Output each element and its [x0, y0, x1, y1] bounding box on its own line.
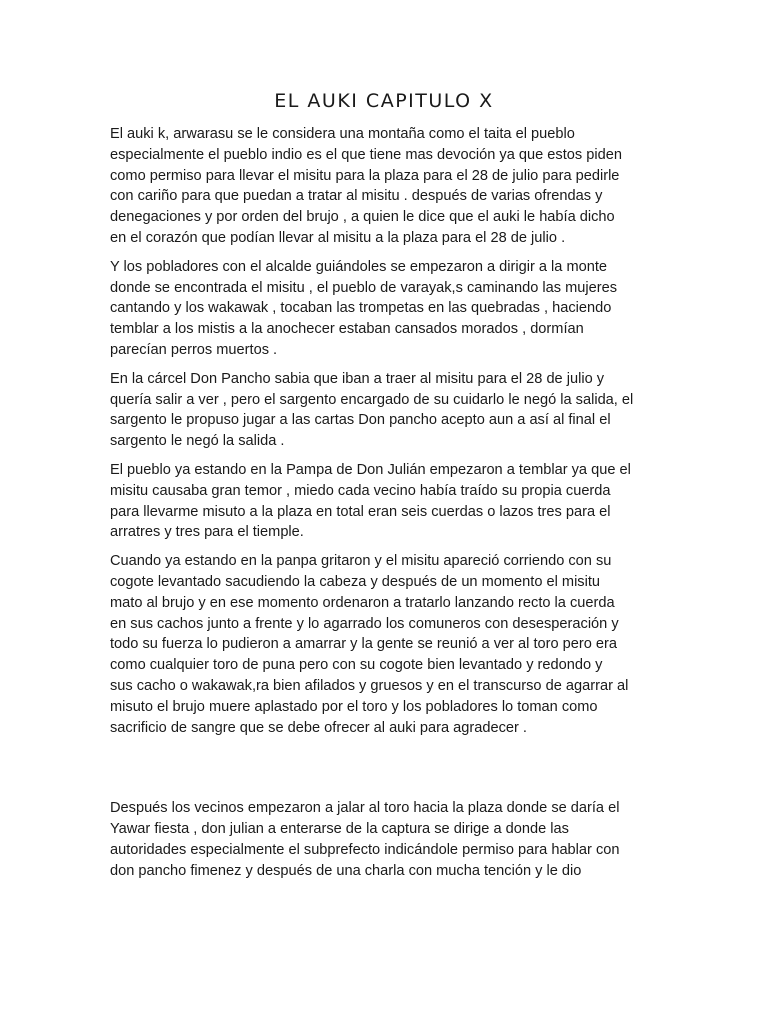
document-body: [110, 124, 660, 890]
paragraph-1: El auki k, arwarasu se le considera una montaña como el taita el pueblo especialmente el pueblo indio es el que tiene mas devoción ya que estos piden como permiso para llevar el misitu para la plaza para el 28 de julio para pedirle con cariño para que puedan a tratar al misitu . después de varias ofrendas y denegaciones y por orden del brujo , a quien le dice que el auki le había dicho en el corazón que podían llevar al misitu a la plaza para el 28 de julio .: [110, 126, 622, 246]
document-title: EL AUKI CAPITULO X: [274, 90, 494, 112]
paragraph-5: Cuando ya estando en la panpa gritaron y el misitu apareció corriendo con su cogote levantado sacudiendo la cabeza y después de un momento el misitu mato al brujo y en ese momento ordenaron a tratarlo lanzando recto la cuerda en sus cachos junto a frente y lo agarrado los comuneros con desesperación y todo su fuerza lo pudieron a amarrar y la gente se reunió a ver al toro pero era como cualquier toro de puna pero con su cogote bien levantado y redondo y sus cacho o wakawak,ra bien afilados y gruesos y en el transcurso de agarrar al misuto el brujo muere aplastado por el toro y los pobladores lo toman como sacrificio de sangre que se debe ofrecer al auki para agradecer .: [110, 553, 629, 736]
blank-space: [110, 746, 660, 798]
paragraph-6: Después los vecinos empezaron a jalar al toro hacia la plaza donde se daría el Yawar fiesta , don julian a enterarse de la captura se dirige a donde las autoridades especialmente el subprefecto indicándole permiso para hablar con don pancho fimenez y después de una charla con mucha tención y le dio: [110, 800, 620, 879]
paragraph-2: Y los pobladores con el alcalde guiándoles se empezaron a dirigir a la monte donde se encontrada el misitu , el pueblo de varayak,s caminando las mujeres cantando y los wakawak , tocaban las trompetas en las quebradas , haciendo temblar a los mistis a la anochecer estaban cansados morados , dormían parecían perros muertos .: [110, 258, 618, 358]
paragraph-3: En la cárcel Don Pancho sabia que iban a traer al misitu para el 28 de julio y quería salir a ver , pero el sargento encargado de su cuidarlo le negó la salida, el sargento le propuso jugar a las cartas Don pancho acepto aun a así al final el sargento le negó la salida .: [110, 370, 634, 450]
paragraph-4: El pueblo ya estando en la Pampa de Don Julián empezaron a temblar ya que el misitu causaba gran temor , miedo cada vecino había traído su propia cuerda para llevarme misuto a la plaza en total eran seis cuerdas o lazos tres para el arratres y tres para el tiemple.: [110, 461, 631, 541]
